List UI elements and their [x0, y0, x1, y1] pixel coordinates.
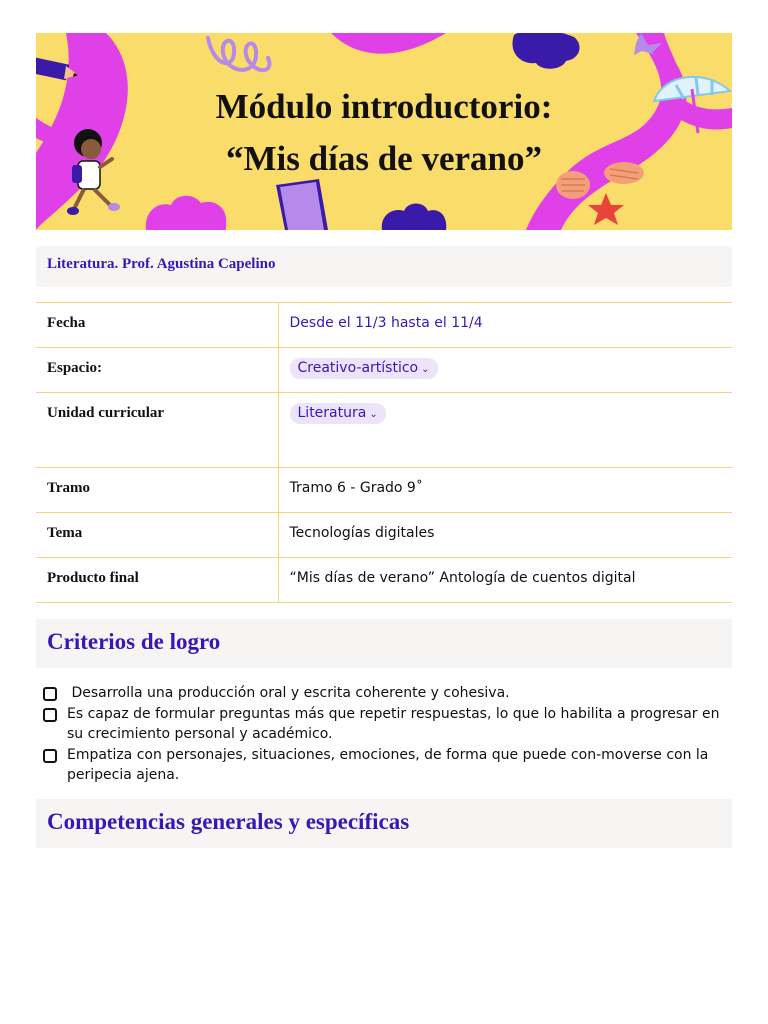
tema-label: Tema — [36, 513, 278, 558]
teacher-label: Literatura. Prof. Agustina Capelino — [47, 256, 276, 272]
teacher-bar — [36, 246, 732, 287]
unidad-dropdown[interactable] — [290, 403, 386, 424]
espacio-label: Espacio: — [36, 348, 278, 393]
criteria-text: Empatiza con personajes, situaciones, emociones, de forma que puede con-moverse con la peripecia ajena. — [67, 746, 709, 783]
criteria-checklist — [43, 683, 733, 786]
title-line-2: “Mis días de verano” — [226, 139, 542, 178]
table-row — [36, 393, 732, 468]
list-item — [43, 683, 733, 704]
list-item — [43, 745, 733, 786]
wave-top-shape — [331, 33, 446, 54]
competencias-header — [36, 799, 732, 848]
page-title — [36, 81, 732, 185]
unidad-cell — [278, 393, 732, 468]
criteria-text: Es capaz de formular preguntas más que repetir respuestas, lo que lo habilita a progresar en su crecimiento personal y académico. — [67, 705, 720, 742]
espacio-cell — [278, 348, 732, 393]
espacio-dropdown[interactable] — [290, 358, 438, 379]
chevron-down-icon: ⌄ — [369, 409, 378, 420]
cloud-magenta-shape — [146, 196, 226, 230]
blob-top-shape — [513, 33, 580, 69]
cloud-purple-shape — [382, 204, 447, 231]
squiggle-shape — [208, 38, 269, 70]
table-row — [36, 348, 732, 393]
list-item — [43, 704, 733, 745]
competencias-title: Competencias generales y específicas — [47, 809, 410, 834]
tramo-label: Tramo — [36, 468, 278, 513]
checkbox[interactable] — [43, 687, 57, 701]
espacio-value: Creativo-artístico — [297, 360, 419, 376]
fecha-value: Desde el 11/3 hasta el 11/4 — [278, 303, 732, 348]
checkbox[interactable] — [43, 749, 57, 763]
producto-label: Producto final — [36, 558, 278, 603]
table-row — [36, 468, 732, 513]
title-line-1: Módulo introductorio: — [215, 87, 553, 126]
header-banner — [36, 33, 732, 230]
table-row — [36, 303, 732, 348]
starfish-icon — [588, 193, 624, 225]
table-row — [36, 558, 732, 603]
tema-value: Tecnologías digitales — [278, 513, 732, 558]
criterios-title: Criterios de logro — [47, 629, 221, 654]
book-icon — [276, 179, 328, 230]
tramo-value: Tramo 6 - Grado 9˚ — [278, 468, 732, 513]
chevron-down-icon: ⌄ — [421, 364, 430, 375]
criterios-header — [36, 619, 732, 668]
unidad-value: Literatura — [297, 405, 367, 421]
producto-value: “Mis días de verano” Antología de cuentos digital — [278, 558, 732, 603]
fecha-label: Fecha — [36, 303, 278, 348]
table-row — [36, 513, 732, 558]
criteria-text: Desarrolla una producción oral y escrita coherente y cohesiva. — [67, 685, 510, 701]
info-table — [36, 302, 732, 603]
unidad-label: Unidad curricular — [36, 393, 278, 468]
checkbox[interactable] — [43, 708, 57, 722]
